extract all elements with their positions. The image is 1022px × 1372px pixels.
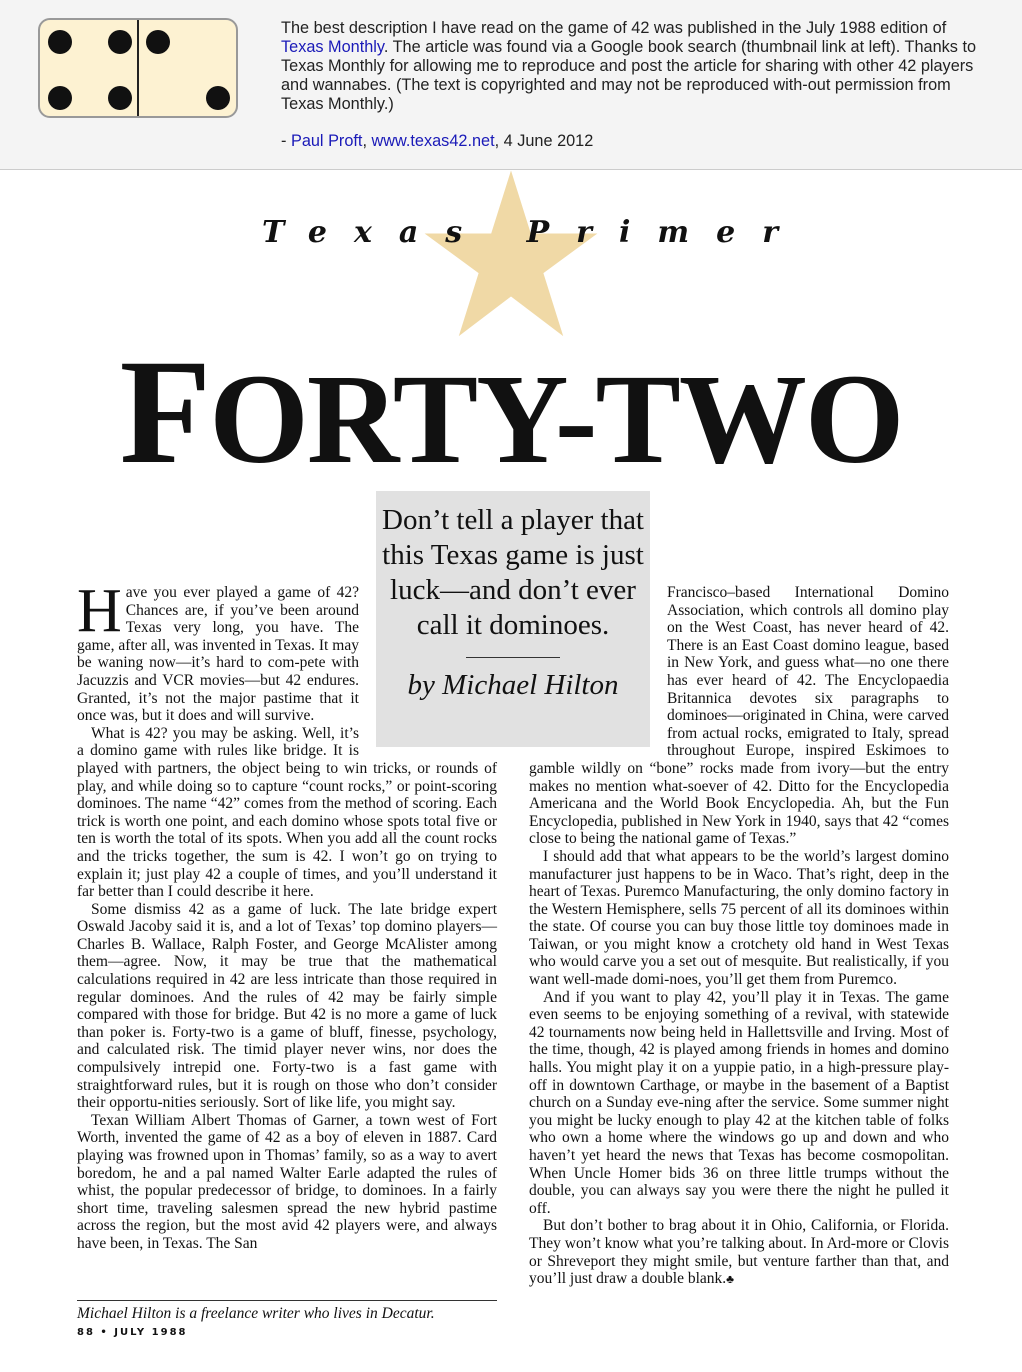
- domino-pip-icon: [48, 86, 72, 110]
- article-title: FORTY-TWO: [119, 329, 903, 495]
- paragraph: Some dismiss 42 as a game of luck. The late bridge expert Oswald Jacoby said it is, and a lot of Texas’ top domino players—Charles B. Wallace, Ralph Foster, and George McAlister among them—agree. Now, it may be true that the mathematical calculations required in 42 are less intricate than those required in regular dominoes. And the rules of 42 may be fairly simple compared with those for bridge. But 42 is no more a game of luck than poker is. Forty-two is a game of bluff, finesse, psychology, and calculated risk. The timid player never wins, nor does the compulsively intrepid one. Forty-two is a fast game with straightforward rules, but it is rough on those who don’t consider their opportu-nities seriously. Sort of like life, you might say.: [77, 900, 497, 1112]
- intro-header: [0, 0, 1022, 170]
- intro-paragraph: The best description I have read on the game of 42 was published in the July 1988 edition of Texas Monthly. The article was found via a Google book search (thumbnail link at left). Thanks to Texas Monthly for allowing me to reproduce and post the article for sharing with other 42 players and wannabes. (The text is copyrighted and may not be reproduced with-out permission from Texas Monthly.): [281, 19, 977, 113]
- page-folio: 88 • JULY 1988: [77, 1327, 188, 1338]
- paragraph: But don’t bother to brag about it in Ohio, California, or Florida. They won’t know what you’re talking about. In Ard-more or Clovis or Shreveport they might smile, but venture farther than that, and you’ll just draw a double blank.♣: [529, 1217, 949, 1288]
- end-mark-icon: ♣: [726, 1272, 735, 1287]
- domino-pip-icon: [146, 30, 170, 54]
- drop-cap: H: [77, 577, 122, 645]
- domino-pip-icon: [108, 30, 132, 54]
- texas-monthly-link[interactable]: Texas Monthly: [281, 38, 384, 56]
- domino-pip-icon: [48, 30, 72, 54]
- domino-thumbnail-link[interactable]: [38, 18, 238, 118]
- pull-quote-text: Don’t tell a player that this Texas game is just luck—and don’t ever call it dominoes.: [382, 504, 644, 641]
- domino-divider: [137, 20, 139, 116]
- website-link[interactable]: www.texas42.net: [371, 132, 495, 150]
- paragraph: Texan William Albert Thomas of Garner, a town west of Fort Worth, invented the game of 42 as a boy of eleven in 1887. Card playing was frowned upon in Thomas’ family, so as a way to avert boredom, he and a pal named Walter Earle adapted the rules of whist, the popular predecessor of bridge, to dominoes. In a fairly short time, traveling salesmen spread the new hybrid pastime across the region, but the most avid 42 players were, and always have been, in Texas. The San: [77, 1111, 497, 1252]
- paragraph: I should add that what appears to be the world’s largest domino manufacturer just happens to be in Waco. That’s right, deep in the heart of Texas. Puremco Manufacturing, the only domino factory in the Western Hemisphere, sells 75 percent of all its dominoes within the state. Of course you can buy those little toy dominoes made in Taiwan, or you might know a crotchety old hand in West Texas who would carve you a set out of mesquite. But realistically, if you want well-made domi-noes, you’ll get them from Puremco.: [529, 847, 949, 989]
- domino-pip-icon: [206, 86, 230, 110]
- divider: [466, 657, 560, 658]
- domino-pip-icon: [108, 86, 132, 110]
- paragraph: And if you want to play 42, you’ll play it in Texas. The game even seems to be enjoying something of a revival, with statewide 42 tournaments now being held in Hallettsville and Irving. Most of the time, though, 42 is played among friends in homes and domino halls. You might play it on a yuppie patio, in a high-pressure play-off in downtown Carthage, or maybe in the basement of a Baptist church on a Sunday eve-ning after the service. Some summer night you might be lucky enough to play 42 at the kitchen table of folks who own a home where the windows go up and down and who haven’t yet heard the news that Texas has become cosmopolitan. When Uncle Homer bids 36 on three little trumps without the double, you can always say you were there the night he pulled it off.: [529, 988, 949, 1217]
- paragraph: Francisco–based International Domino Association, which controls all domino play on the West Coast, has never heard of 42. There is an East Coast domino league, based in New York, and guess what—no one there has ever heard of 42. The Encyclopaedia Britannica devotes six paragraphs to dominoes—originated in China, were carved from actual rocks, emigrated to Italy, spread throughout Europe, inspired Eskimoes to gamble wildly on “bone” rocks made from ivory—but the entry makes no mention what-soever of 42. Ditto for the Encyclopedia Americana and the World Book Encyclopedia. Ah, but the Fun Encyclopedia, published in New York in 1940, says that 42 “comes close to being the national game of Texas.”: [529, 584, 949, 848]
- paragraph: What is 42? you may be asking. Well, it’s a domino game with rules like bridge. It is played with partners, the object being to win tricks, or rounds of play, and while doing so to capture “count rocks,” or point-scoring dominoes. The name “42” comes from the method of scoring. Each trick is worth one point, and each domino whose spots total five or ten is worth the total of its spots. When you add all the count rocks and the tricks together, the sum is 42. I won’t go on trying to explain it; just play 42 a couple of times, and you’ll understand it far better than I could describe it here.: [77, 724, 497, 901]
- credit-line: - Paul Proft, www.texas42.net, 4 June 2012: [281, 132, 594, 150]
- article-scan: [0, 172, 1022, 1372]
- section-label: Texas Primer: [262, 215, 806, 250]
- author-link[interactable]: Paul Proft: [290, 132, 363, 150]
- author-bio: Michael Hilton is a freelance writer who lives in Decatur.: [77, 1300, 497, 1323]
- pull-quote: [376, 491, 650, 747]
- star-icon: [421, 170, 601, 342]
- intro-text: [281, 19, 981, 169]
- byline: by Michael Hilton: [407, 669, 619, 701]
- paragraph: Have you ever played a game of 42? Chances are, if you’ve been around Texas very long, you have. The game, after all, was invented in Texas. It may be waning now—it’s hard to com-pete with Jacuzzis and VCR movies—but 42 endures. Granted, it’s not the major pastime that it once was, but it does and will survive.: [77, 577, 359, 725]
